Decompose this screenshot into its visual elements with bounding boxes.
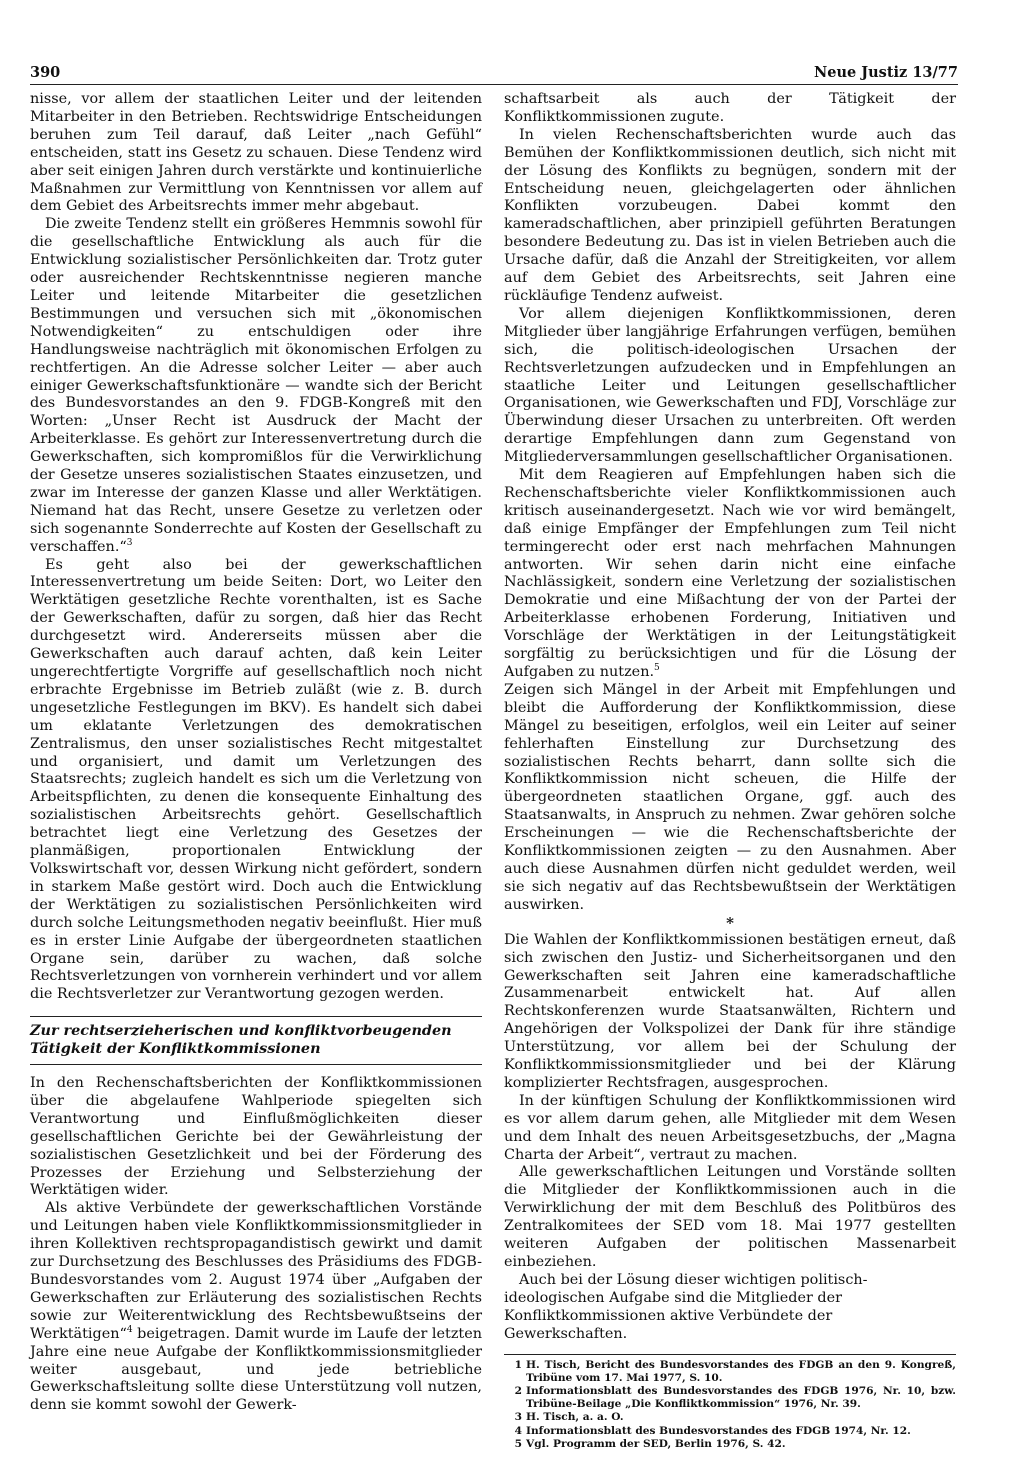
paragraph: In vielen Rechenschaftsberichten wurde auch das Bemühen der Konfliktkommissionen deutlich, sich nicht mit der Lösung des Konflikts zu begnügen, sondern mit der Entscheidung neuen, gleichgelagerten oder ähnlichen Konflikten vorzubeugen. Dabei kommt den kameradschaftlichen, aber prinzipiell geführten Beratungen besondere Bedeutung zu. Das ist in vielen Betrieben auch die Ursache dafür, daß die Anzahl der Streitigkeiten, vor allem auf dem Gebiet des Arbeitsrechts, seit Jahren eine rückläufige Tendenz aufweist. bbox=[504, 126, 956, 304]
text-columns bbox=[30, 91, 958, 1451]
paragraph: Vor allem diejenigen Konfliktkommissionen, deren Mitglieder über langjährige Erfahrungen verfügen, bemühen sich, die politisch-ideologischen Ursachen der Rechtsverletzungen aufzudecken und in Empfehlungen an staatliche Leiter und Leitungen gesellschaftlicher Organisationen, wie Gewerkschaften und FDJ, Vorschläge zur Überwindung dieser Ursachen zu unterbreiten. Oft werden derartige Empfehlungen dann zum Gegenstand von Mitgliederversammlungen gesellschaftlicher Organisationen. bbox=[504, 305, 956, 466]
paragraph: schaftsarbeit als auch der Tätigkeit der Konfliktkommissionen zugute. bbox=[504, 91, 956, 125]
footnote-text: Informationsblatt des Bundesvorstandes des FDGB 1974, Nr. 12. bbox=[526, 1424, 911, 1437]
paragraph bbox=[30, 216, 482, 556]
page-number: 390 bbox=[30, 64, 61, 81]
paragraph: Die Wahlen der Konfliktkommissionen bestätigen erneut, daß sich zwischen den Justiz- und Sicherheitsorganen und den Gewerkschaften seit Jahren eine kameradschaftliche Zusammenarbeit entwickelt hat. Auf allen Rechtskonferenzen wurde Staatsanwälten, Richtern und Angehörigen der Volkspolizei der Dank für ihre ständige Unterstützung, vor allem bei der Schulung der Konfliktkommissionsmitglieder und bei der Klärung komplizierter Rechtsfragen, ausgesprochen. bbox=[504, 931, 956, 1091]
footnote-number: 3 bbox=[514, 1411, 522, 1424]
section-separator: * bbox=[726, 913, 734, 932]
footnote-text: H. Tisch, Bericht des Bundesvorstandes des FDGB an den 9. Kongreß, Tribüne vom 17. Mai 1977, S. 10. bbox=[526, 1358, 956, 1384]
footnote-number: 1 bbox=[514, 1358, 522, 1371]
footnote-number: 5 bbox=[514, 1437, 522, 1450]
footnote-number: 2 bbox=[514, 1384, 522, 1397]
footnote-text: H. Tisch, a. a. O. bbox=[526, 1411, 624, 1424]
paragraph: In den Rechenschaftsberichten der Konfliktkommissionen über die abgelaufene Wahlperiode spiegelten sich Verantwortung und Einflußmöglichkeiten dieser gesellschaftlichen Gerichte bei der Gewährleistung der sozialistischen Gesetzlichkeit und bei der Förderung des Prozesses der Erziehung und Selbsterziehung der Werktätigen wider. bbox=[30, 1075, 482, 1199]
footnote-text: Informationsblatt des Bundesvorstandes des FDGB 1976, Nr. 10, bzw. Tribüne-Beilage „Die Konfliktkommission“ 1976, Nr. 39. bbox=[526, 1384, 956, 1411]
paragraph bbox=[504, 467, 956, 682]
paragraph-text: Mit dem Reagieren auf Empfehlungen haben sich die Rechenschaftsberichte vieler Konfliktkommissionen auch kritisch auseinandergesetzt. Nach wie vor wird bemängelt, daß einige Empfänger der Empfehlungen zum Teil nicht termingerecht oder erst nach mehrfachen Mahnungen antworten. Wir sehen darin nicht eine einfache Nachlässigkeit, sondern eine Verletzung der sozialistischen Demokratie und eine Mißachtung der von der Partei der Arbeiterklasse erhobenen Forderung, Initiativen und Vorschläge der Werktätigen in der Leitungstätigkeit sorgfältig zu berücksichtigen und für die Lösung der Aufgaben zu nutzen. bbox=[504, 467, 956, 680]
right-column bbox=[504, 91, 956, 1451]
paragraph: Zeigen sich Mängel in der Arbeit mit Empfehlungen und bleibt die Aufforderung der Konfliktkommission, diese Mängel zu beseitigen, erfolglos, weil ein Leiter auf seiner fehlerhaften Einstellung zur Durchsetzung des sozialistischen Rechts beharrt, dann sollte sich die Konfliktkommission nicht scheuen, die Hilfe der übergeordneten staatlichen Organe, ggf. auch des Staatsanwalts, in Anspruch zu nehmen. Zwar gehören solche Erscheinungen — wie die Rechenschaftsberichte der Konfliktkommissionen zeigten — zu den Ausnahmen. Aber auch diese Ausnahmen dürfen nicht geduldet werden, weil sie sich negativ auf das Rechtsbewußtsein der Werktätigen auswirken. bbox=[504, 681, 956, 913]
footnote-number: 4 bbox=[514, 1424, 522, 1437]
footnote bbox=[504, 1385, 956, 1411]
section-heading: Zur rechtserzieherischen und konfliktvorbeugenden Tätigkeit der Konfliktkommissionen bbox=[30, 1016, 482, 1065]
footnote-ref: 5 bbox=[654, 663, 660, 673]
footnote bbox=[504, 1425, 956, 1438]
paragraph: Alle gewerkschaftlichen Leitungen und Vorstände sollten die Mitglieder der Konfliktkommissionen auch in die Verwirklichung der mit dem Beschluß des Politbüros des Zentralkomitees der SED vom 18. Mai 1977 gestellten weiteren Aufgaben der politischen Massenarbeit einbeziehen. bbox=[504, 1164, 956, 1270]
paragraph: In der künftigen Schulung der Konfliktkommissionen wird es vor allem darum gehen, alle Mitglieder mit dem Wesen und dem Inhalt des neuen Arbeitsgesetzbuchs, der „Magna Charta der Arbeit“, vertraut zu machen. bbox=[504, 1092, 956, 1163]
footnote-divider bbox=[504, 1354, 956, 1355]
footnotes bbox=[504, 1359, 956, 1451]
footnote bbox=[504, 1359, 956, 1385]
footnote-ref: 3 bbox=[126, 537, 133, 548]
paragraph bbox=[30, 1200, 482, 1415]
paragraph-text: Als aktive Verbündete der gewerkschaftlichen Vorstände und Leitungen haben viele Konfliktkommissionsmitglieder in ihren Kollektiven rechtspropagandistisch gewirkt und damit zur Durchsetzung des Beschlusses des Präsidiums des FDGB-Bundesvorstandes vom 2. August 1974 über „Aufgaben der Gewerkschaften zur Erläuterung des sozialistischen Rechts sowie zur Weiterentwicklung des Rechtsbewußtseins der Werktätigen“ bbox=[30, 1200, 482, 1342]
footnote-text: Vgl. Programm der SED, Berlin 1976, S. 42. bbox=[526, 1437, 786, 1450]
footnote-ref: 4 bbox=[126, 1324, 133, 1335]
paragraph: nisse, vor allem der staatlichen Leiter und der leitenden Mitarbeiter in den Betrieben. Rechtswidrige Entscheidungen beruhen zum Teil darauf, daß Leiter „nach Gefühl“ entscheiden, statt ins Gesetz zu schauen. Diese Tendenz wird aber seit einigen Jahren durch verstärkte und kontinuierliche Maßnahmen zur Vermittlung von Kenntnissen vor allem auf dem Gebiet des Arbeitsrechts immer mehr abgebaut. bbox=[30, 91, 482, 215]
paragraph-text: Die zweite Tendenz stellt ein größeres Hemmnis sowohl für die gesellschaftliche Entwicklung als auch für die Entwicklung sozialistischer Persönlichkeiten dar. Trotz guter oder ausreichender Rechtskenntnisse negieren manche Leiter und leitende Mitarbeiter die gesetzlichen Bestimmungen und versuchen sich mit „ökonomischen Notwendigkeiten“ zu entschuldigen oder ihre Handlungsweise nachträglich mit ökonomischen Erfolgen zu rechtfertigen. An die Adresse solcher Leiter — aber auch einiger Gewerkschaftsfunktionäre — wandte sich der Bericht des Bundesvorstandes an den 9. FDGB-Kongreß mit den Worten: „Unser Recht ist Ausdruck der Macht der Arbeiterklasse. Es gehört zur Interessenvertretung durch die Gewerkschaften, sich kompromißlos für die Verwirklichung der Gesetze unseres sozialistischen Staates einzusetzen, und zwar im Interesse der ganzen Klasse und aller Werktätigen. Niemand hat das Recht, unsere Gesetze zu verletzen oder sich sogenannte Sonderrechte auf Kosten der Gesellschaft zu verschaffen.“ bbox=[30, 216, 482, 555]
footnote bbox=[504, 1411, 956, 1424]
page-header bbox=[30, 64, 958, 85]
footnote bbox=[504, 1438, 956, 1451]
left-column bbox=[30, 91, 482, 1451]
paragraph-text: beigetragen. Damit wurde im Laufe der letzten Jahre eine neue Aufgabe der Konfliktkommissionsmitglieder weiter ausgebaut, und jede betriebliche Gewerkschaftsleitung sollte diese Unterstützung voll nutzen, denn sie kommt sowohl der Gewerk- bbox=[30, 1325, 482, 1414]
paragraph: Auch bei der Lösung dieser wichtigen politisch-ideologischen Aufgabe sind die Mitglieder der Konfliktkommissionen aktive Verbündete der Gewerkschaften. bbox=[504, 1271, 868, 1342]
paragraph: Es geht also bei der gewerkschaftlichen Interessenvertretung um beide Seiten: Dort, wo Leiter den Werktätigen gesetzliche Rechte vorenthalten, ist es Sache der Gewerkschaften, dafür zu sorgen, daß hier das Recht durchgesetzt wird. Andererseits müssen aber die Gewerkschaften auch darauf achten, daß kein Leiter ungerechtfertigte Vorgriffe auf gesellschaftlich noch nicht erbrachte Ergebnisse im Betrieb zuläßt (wie z. B. durch ungesetzliche Festlegungen im BKV). Es handelt sich dabei um eklatante Verletzungen des demokratischen Zentralismus, den unser sozialistisches Recht mitgestaltet und organisiert, und damit um Verletzungen des Staatsrechts; zugleich handelt es sich um die Verletzung von Arbeitspflichten, zu denen die konsequente Einhaltung des sozialistischen Arbeitsrechts gehört. Gesellschaftlich betrachtet liegt eine Verletzung des Gesetzes der planmäßigen, proportionalen Entwicklung der Volkswirtschaft vor, dessen Wirkung nicht gefördert, sondern in starkem Maße gestört wird. Doch auch die Entwicklung der Werktätigen zu sozialistischen Persönlichkeiten wird durch solche Leitungsmethoden negativ beeinflußt. Hier muß es in erster Linie Aufgabe der übergeordneten staatlichen Organe sein, darüber zu wachen, daß solche Rechtsverletzungen von vornherein verhindert und vor allem die Rechtsverletzer zur Verantwortung gezogen werden. bbox=[30, 556, 482, 1003]
journal-issue: Neue Justiz 13/77 bbox=[813, 64, 958, 81]
